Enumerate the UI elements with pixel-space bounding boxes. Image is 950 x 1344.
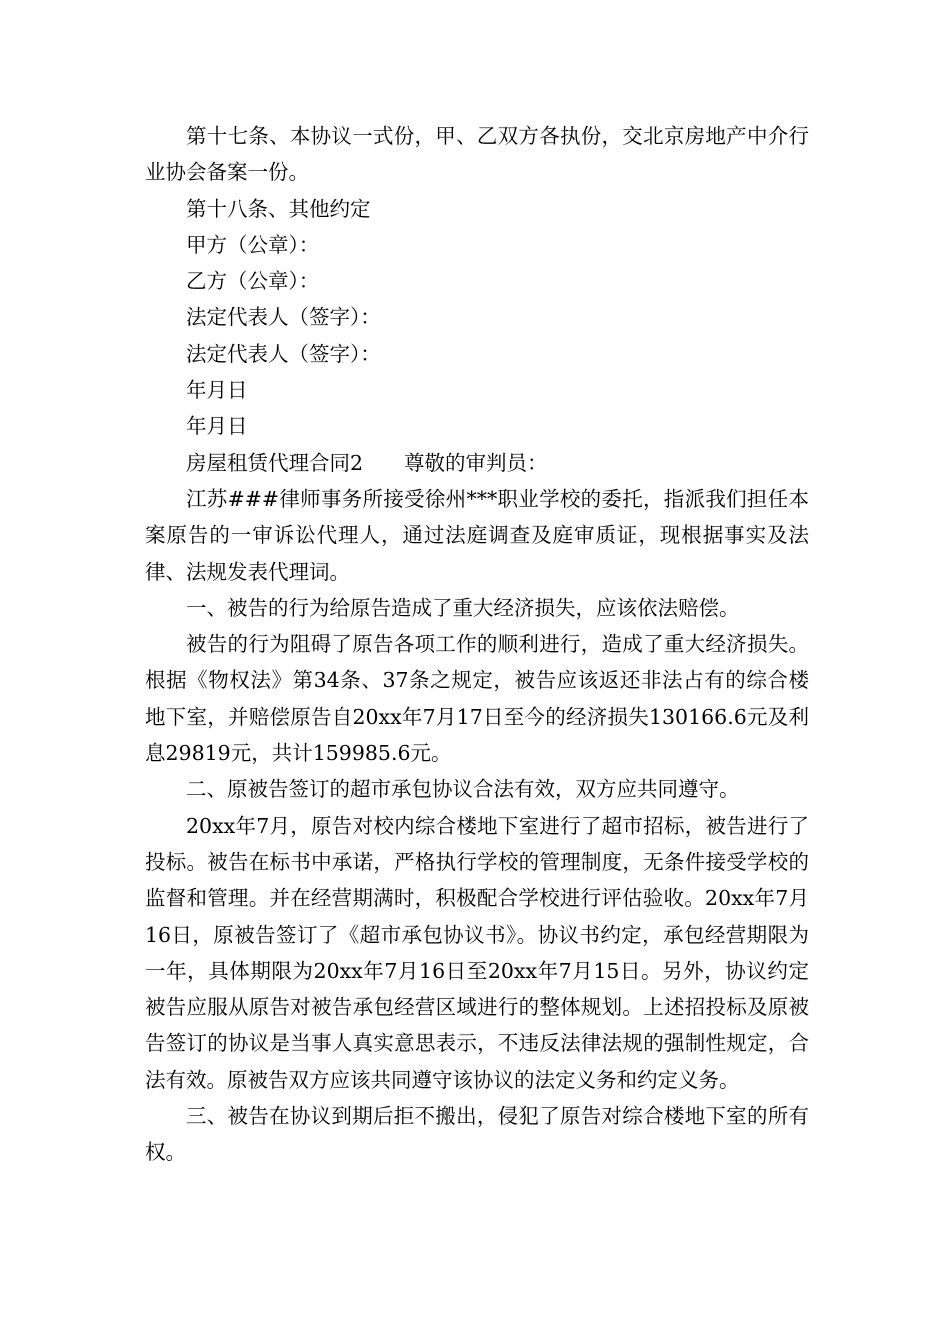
date-line-a: 年月日	[186, 378, 248, 403]
legal-representative-signature-line-b: 法定代表人（签字）：	[186, 341, 381, 366]
contract-title-and-salutation: 房屋租赁代理合同2 尊敬的审判员：	[186, 450, 548, 475]
paragraph-article-17: 第十七条、本协议一式份，甲、乙双方各执份，交北京房地产中介行业协会备案一份。	[145, 124, 809, 185]
section-heading-1: 一、被告的行为给原告造成了重大经济损失，应该依法赔偿。	[186, 595, 740, 620]
paragraph-section-1-body: 被告的行为阻碍了原告各项工作的顺利进行，造成了重大经济损失。根据《物权法》第34条、37条之规定，被告应该返还非法占有的综合楼地下室，并赔偿原告自20xx年7月17日至今的经济损失130166.6元及利息29819元，共计159985.6元。	[145, 632, 809, 766]
section-heading-2: 二、原被告签订的超市承包协议合法有效，双方应共同遵守。	[186, 777, 740, 802]
paragraph-section-2-body: 20xx年7月，原告对校内综合楼地下室进行了超市招标，被告进行了投标。被告在标书中承诺，严格执行学校的管理制度，无条件接受学校的监督和管理。并在经营期满时，积极配合学校进行评估验收。20xx年7月16日，原被告签订了《超市承包协议书》。协议书约定，承包经营期限为一年，具体期限为20xx年7月16日至20xx年7月15日。另外，协议约定被告应服从原告对被告承包经营区域进行的整体规划。上述招投标及原被告签订的协议是当事人真实意思表示，不违反法律法规的强制性规定，合法有效。原被告双方应该共同遵守该协议的法定义务和约定义务。	[145, 813, 809, 1092]
party-b-seal-line: 乙方（公章）：	[186, 269, 320, 294]
document-page	[145, 118, 809, 1171]
paragraph-article-18: 第十八条、其他约定	[186, 196, 371, 221]
legal-representative-signature-line-a: 法定代表人（签字）：	[186, 305, 381, 330]
section-heading-3: 三、被告在协议到期后拒不搬出，侵犯了原告对综合楼地下室的所有权。	[145, 1104, 809, 1165]
date-line-b: 年月日	[186, 414, 248, 439]
party-a-seal-line: 甲方（公章）：	[186, 232, 320, 257]
paragraph-introduction: 江苏###律师事务所接受徐州***职业学校的委托，指派我们担任本案原告的一审诉讼代理人，通过法庭调查及庭审质证，现根据事实及法律、法规发表代理词。	[145, 486, 809, 584]
